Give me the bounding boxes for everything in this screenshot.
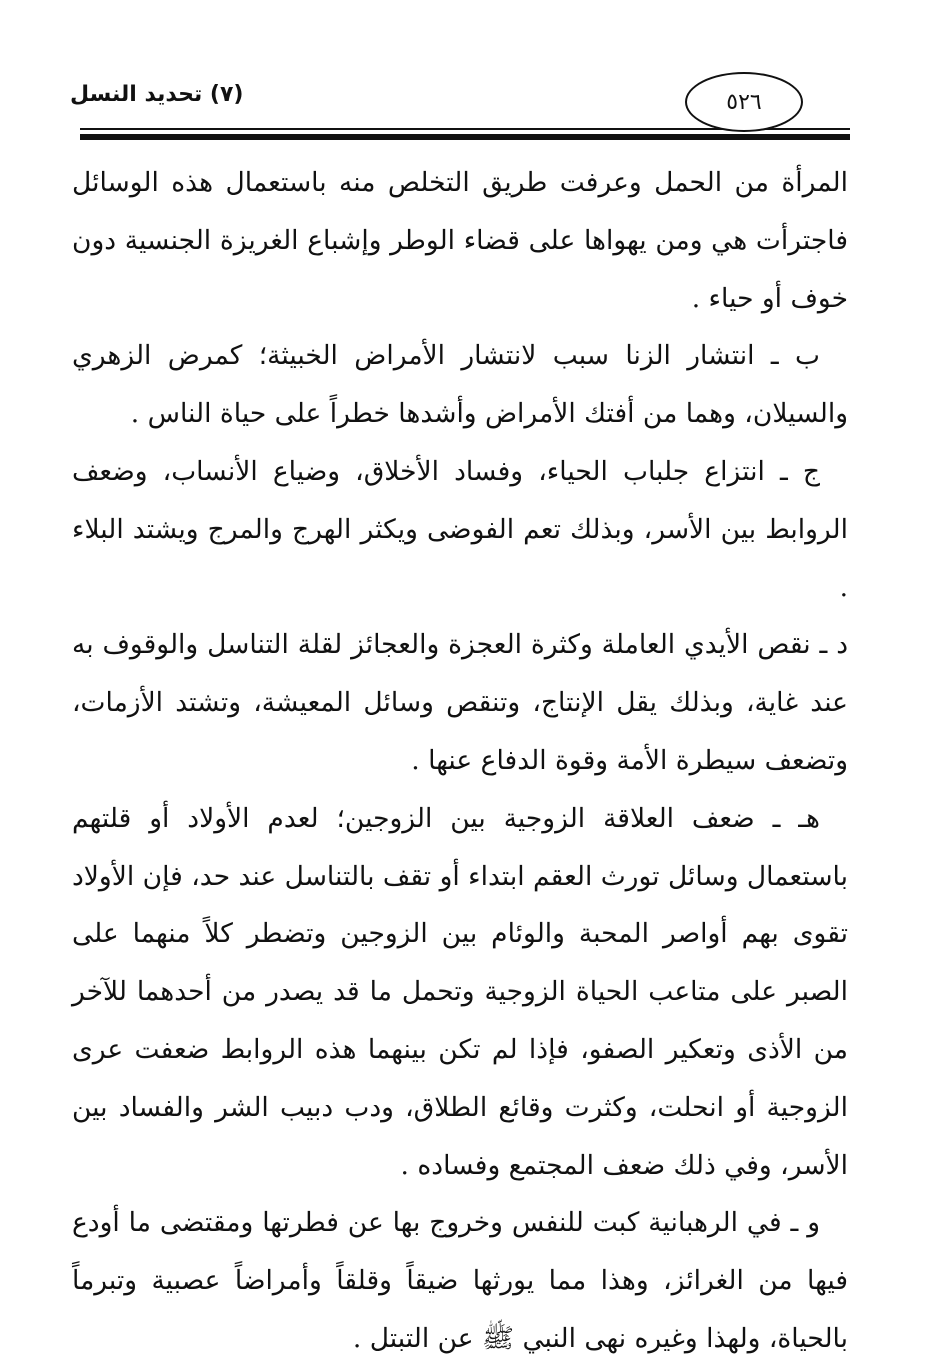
paragraph-item-h: هـ ـ ضعف العلاقة الزوجية بين الزوجين؛ لعدم الأولاد أو قلتهم باستعمال وسائل تورث العقم ابتداء أو تقف بالتناسل عند حد، فإن الأولاد تقوى بهم أواصر المحبة والوئام بين الزوجين وتضطر كلاً منهما على الصبر على متاعب الحياة الزوجية وتحمل ما قد يصدر من أحدهما للآخر من الأذى وتعكير الصفو، فإذا لم تكن بينهما هذه الروابط ضعفت عرى الزوجية أو انحلت، وكثرت وقائع الطلاق، ودب دبيب الشر والفساد بين الأسر، وفي ذلك ضعف المجتمع وفساده . [72,802,848,1181]
paragraph-item-w: و ـ في الرهبانية كبت للنفس وخروج بها عن فطرتها ومقتضى ما أودع فيها من الغرائز، وهذا مما يورثها ضيقاً وقلقاً وأمراضاً عصبية وتبرماً بالحياة، ولهذا وغيره نهى النبي ﷺ عن التبتل . [72,1207,848,1354]
page-number: ٥٢٦ [726,90,762,115]
header-rule-thick [80,134,850,140]
paragraph-item-j: ج ـ انتزاع جلباب الحياء، وفساد الأخلاق، وضياع الأنساب، وضعف الروابط بين الأسر، وبذلك تعم الفوضى ويكثر الهرج والمرج ويشتد البلاء . [72,455,848,603]
page-number-oval [685,72,803,132]
body-text [72,154,848,1368]
running-title: (٧) تحديد النسل [70,82,244,107]
paragraph-item-b: ب ـ انتشار الزنا سبب لانتشار الأمراض الخبيثة؛ كمرض الزهري والسيلان، وهما من أفتك الأمراض وأشدها خطراً على حياة الناس . [72,340,848,430]
page-header [70,66,850,156]
paragraph-continuation: المرأة من الحمل وعرفت طريق التخلص منه باستعمال هذه الوسائل فاجترأت هي ومن يهواها على قضاء الوطر وإشباع الغريزة الجنسية دون خوف أو حياء . [72,167,848,314]
paragraph-item-d: د ـ نقص الأيدي العاملة وكثرة العجزة والعجائز لقلة التناسل والوقوف به عند غاية، وبذلك يقل الإنتاج، وتنقص وسائل المعيشة، وتشتد الأزمات، وتضعف سيطرة الأمة وقوة الدفاع عنها . [72,629,848,776]
